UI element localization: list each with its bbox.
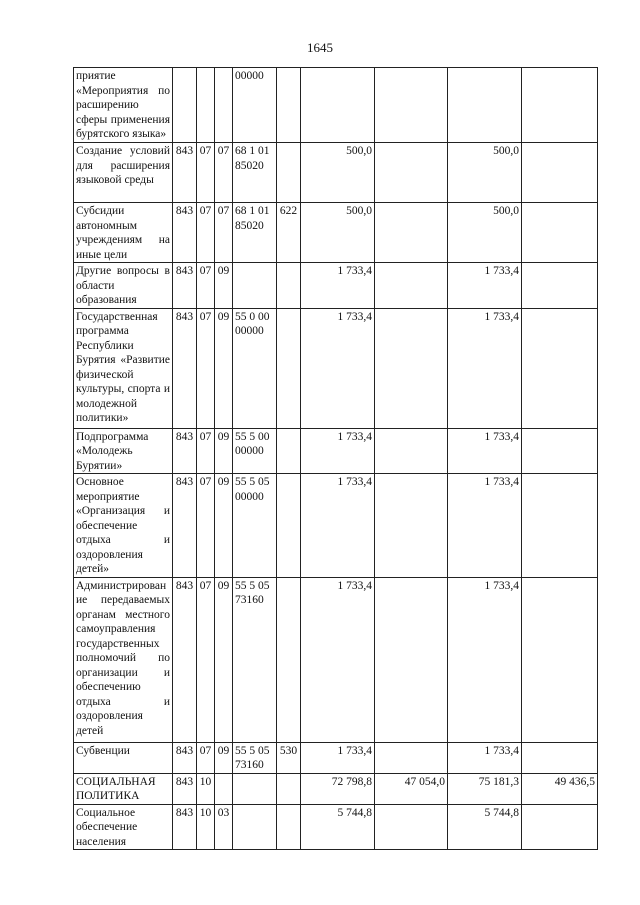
amount-year2-cell xyxy=(448,68,522,143)
target-article-line-2: 00000 xyxy=(235,445,264,457)
table-row xyxy=(74,68,598,143)
amount-year1-cell: 72 798,8 xyxy=(301,773,375,804)
row-name-cell: Субвенции xyxy=(74,742,173,773)
row-name-cell: Администрирование передаваемых органам местного самоуправления государственных полномочий по организации и обеспечению отдыха и оздоровления детей xyxy=(74,577,173,742)
expense-type-cell xyxy=(277,577,301,742)
amount-year1-cell: 500,0 xyxy=(301,143,375,203)
target-article-line-2: 73160 xyxy=(235,759,264,771)
amount-year1-cell: 1 733,4 xyxy=(301,308,375,428)
subvention-year2-cell xyxy=(522,263,598,309)
target-article-line-2: 00000 xyxy=(235,325,264,337)
target-article-line-1: 55 5 05 xyxy=(235,579,270,592)
expense-type-cell xyxy=(277,263,301,309)
target-article-cell xyxy=(233,804,277,850)
subvention-year2-cell xyxy=(522,742,598,773)
amount-year2-cell: 1 733,4 xyxy=(448,577,522,742)
target-article-cell xyxy=(233,742,277,773)
section-code-cell: 07 xyxy=(197,428,215,474)
ministry-code-cell: 843 xyxy=(173,577,197,742)
section-code-cell xyxy=(197,68,215,143)
page-number: 1645 xyxy=(307,40,333,55)
ministry-code-cell xyxy=(173,68,197,143)
subvention-year2-cell xyxy=(522,577,598,742)
ministry-code-cell: 843 xyxy=(173,742,197,773)
expense-type-cell: 622 xyxy=(277,203,301,263)
subsection-code-cell: 09 xyxy=(215,308,233,428)
expense-type-cell xyxy=(277,428,301,474)
target-article-line-2: 00000 xyxy=(235,70,264,82)
ministry-code-cell: 843 xyxy=(173,773,197,804)
amount-year1-cell: 1 733,4 xyxy=(301,474,375,578)
target-article-line-2: 00000 xyxy=(235,490,264,503)
subsection-code-cell xyxy=(215,773,233,804)
target-article-line-2: 73160 xyxy=(235,594,264,606)
row-name-cell: Подпрограмма «Молодежь Бурятии» xyxy=(74,428,173,474)
section-code-cell: 07 xyxy=(197,742,215,773)
table-row xyxy=(74,474,598,578)
subvention-year1-cell xyxy=(375,428,448,474)
subvention-year1-cell xyxy=(375,742,448,773)
subvention-year1-cell xyxy=(375,577,448,742)
ministry-code-cell: 843 xyxy=(173,804,197,850)
target-article-line-2: 85020 xyxy=(235,219,264,232)
subvention-year2-cell: 49 436,5 xyxy=(522,773,598,804)
row-name-cell: Другие вопросы в области образования xyxy=(74,263,173,309)
row-name-cell: СОЦИАЛЬНАЯ ПОЛИТИКА xyxy=(74,773,173,804)
subvention-year2-cell xyxy=(522,804,598,850)
row-name-cell: приятие «Мероприятия по расширению сферы применения бурятского языка» xyxy=(74,68,173,143)
subvention-year1-cell xyxy=(375,804,448,850)
amount-year2-cell: 500,0 xyxy=(448,143,522,203)
subvention-year1-cell xyxy=(375,474,448,578)
section-code-cell: 10 xyxy=(197,804,215,850)
target-article-cell xyxy=(233,474,277,578)
amount-year2-cell: 1 733,4 xyxy=(448,263,522,309)
expense-type-cell xyxy=(277,804,301,850)
amount-year2-cell: 5 744,8 xyxy=(448,804,522,850)
section-code-cell: 07 xyxy=(197,143,215,203)
target-article-line-1: 55 0 00 xyxy=(235,310,270,323)
expense-type-cell xyxy=(277,773,301,804)
amount-year2-cell: 1 733,4 xyxy=(448,428,522,474)
subvention-year2-cell xyxy=(522,474,598,578)
subvention-year2-cell xyxy=(522,428,598,474)
subvention-year1-cell xyxy=(375,203,448,263)
amount-year2-cell: 75 181,3 xyxy=(448,773,522,804)
amount-year2-cell: 500,0 xyxy=(448,203,522,263)
expense-type-cell xyxy=(277,68,301,143)
target-article-cell xyxy=(233,428,277,474)
amount-year1-cell: 1 733,4 xyxy=(301,428,375,474)
row-name-cell: Создание условий для расширения языковой среды xyxy=(74,143,173,203)
ministry-code-cell: 843 xyxy=(173,263,197,309)
expense-type-cell: 530 xyxy=(277,742,301,773)
target-article-line-1: 55 5 05 xyxy=(235,476,270,488)
subsection-code-cell: 09 xyxy=(215,742,233,773)
subvention-year2-cell xyxy=(522,308,598,428)
target-article-cell xyxy=(233,577,277,742)
table-row xyxy=(74,577,598,742)
section-code-cell: 07 xyxy=(197,474,215,578)
amount-year2-cell: 1 733,4 xyxy=(448,308,522,428)
target-article-line-1: 55 5 05 xyxy=(235,744,270,757)
subvention-year1-cell: 47 054,0 xyxy=(375,773,448,804)
amount-year2-cell: 1 733,4 xyxy=(448,742,522,773)
target-article-cell xyxy=(233,773,277,804)
table-row xyxy=(74,773,598,804)
ministry-code-cell: 843 xyxy=(173,308,197,428)
subvention-year2-cell xyxy=(522,143,598,203)
subsection-code-cell: 09 xyxy=(215,577,233,742)
row-name-cell: Государственная программа Республики Бурятия «Развитие физической культуры, спорта и молодежной политики» xyxy=(74,308,173,428)
subsection-code-cell: 03 xyxy=(215,804,233,850)
target-article-cell xyxy=(233,143,277,203)
target-article-cell xyxy=(233,68,277,143)
subvention-year1-cell xyxy=(375,263,448,309)
target-article-line-1: 55 5 00 xyxy=(235,430,270,443)
row-name-cell: Основное мероприятие «Организация и обеспечение отдыха и оздоровления детей» xyxy=(74,474,173,578)
subvention-year2-cell xyxy=(522,68,598,143)
subsection-code-cell: 09 xyxy=(215,428,233,474)
target-article-cell xyxy=(233,203,277,263)
subvention-year1-cell xyxy=(375,308,448,428)
subvention-year2-cell xyxy=(522,203,598,263)
table-row xyxy=(74,308,598,428)
target-article-line-1: 68 1 01 xyxy=(235,205,270,217)
amount-year1-cell: 1 733,4 xyxy=(301,263,375,309)
section-code-cell: 07 xyxy=(197,308,215,428)
subsection-code-cell: 09 xyxy=(215,474,233,578)
subsection-code-cell: 07 xyxy=(215,143,233,203)
section-code-cell: 07 xyxy=(197,263,215,309)
amount-year2-cell: 1 733,4 xyxy=(448,474,522,578)
expense-type-cell xyxy=(277,143,301,203)
target-article-line-1: 68 1 01 xyxy=(235,145,270,157)
subsection-code-cell xyxy=(215,68,233,143)
section-code-cell: 07 xyxy=(197,203,215,263)
table-row xyxy=(74,203,598,263)
subvention-year1-cell xyxy=(375,68,448,143)
amount-year1-cell xyxy=(301,68,375,143)
target-article-cell xyxy=(233,263,277,309)
table-row xyxy=(74,804,598,850)
amount-year1-cell: 500,0 xyxy=(301,203,375,263)
amount-year1-cell: 1 733,4 xyxy=(301,742,375,773)
table-row xyxy=(74,742,598,773)
subsection-code-cell: 09 xyxy=(215,263,233,309)
subsection-code-cell: 07 xyxy=(215,203,233,263)
ministry-code-cell: 843 xyxy=(173,143,197,203)
budget-table xyxy=(73,67,598,850)
table-body xyxy=(74,68,598,850)
row-name-cell: Субсидии автономным учреждениям на иные цели xyxy=(74,203,173,263)
section-code-cell: 07 xyxy=(197,577,215,742)
table-row xyxy=(74,263,598,309)
target-article-line-2: 85020 xyxy=(235,159,264,172)
table-row xyxy=(74,143,598,203)
target-article-cell xyxy=(233,308,277,428)
subvention-year1-cell xyxy=(375,143,448,203)
amount-year1-cell: 5 744,8 xyxy=(301,804,375,850)
ministry-code-cell: 843 xyxy=(173,203,197,263)
section-code-cell: 10 xyxy=(197,773,215,804)
ministry-code-cell: 843 xyxy=(173,428,197,474)
amount-year1-cell: 1 733,4 xyxy=(301,577,375,742)
table-row xyxy=(74,428,598,474)
expense-type-cell xyxy=(277,474,301,578)
expense-type-cell xyxy=(277,308,301,428)
row-name-cell: Социальное обеспечение населения xyxy=(74,804,173,850)
ministry-code-cell: 843 xyxy=(173,474,197,578)
